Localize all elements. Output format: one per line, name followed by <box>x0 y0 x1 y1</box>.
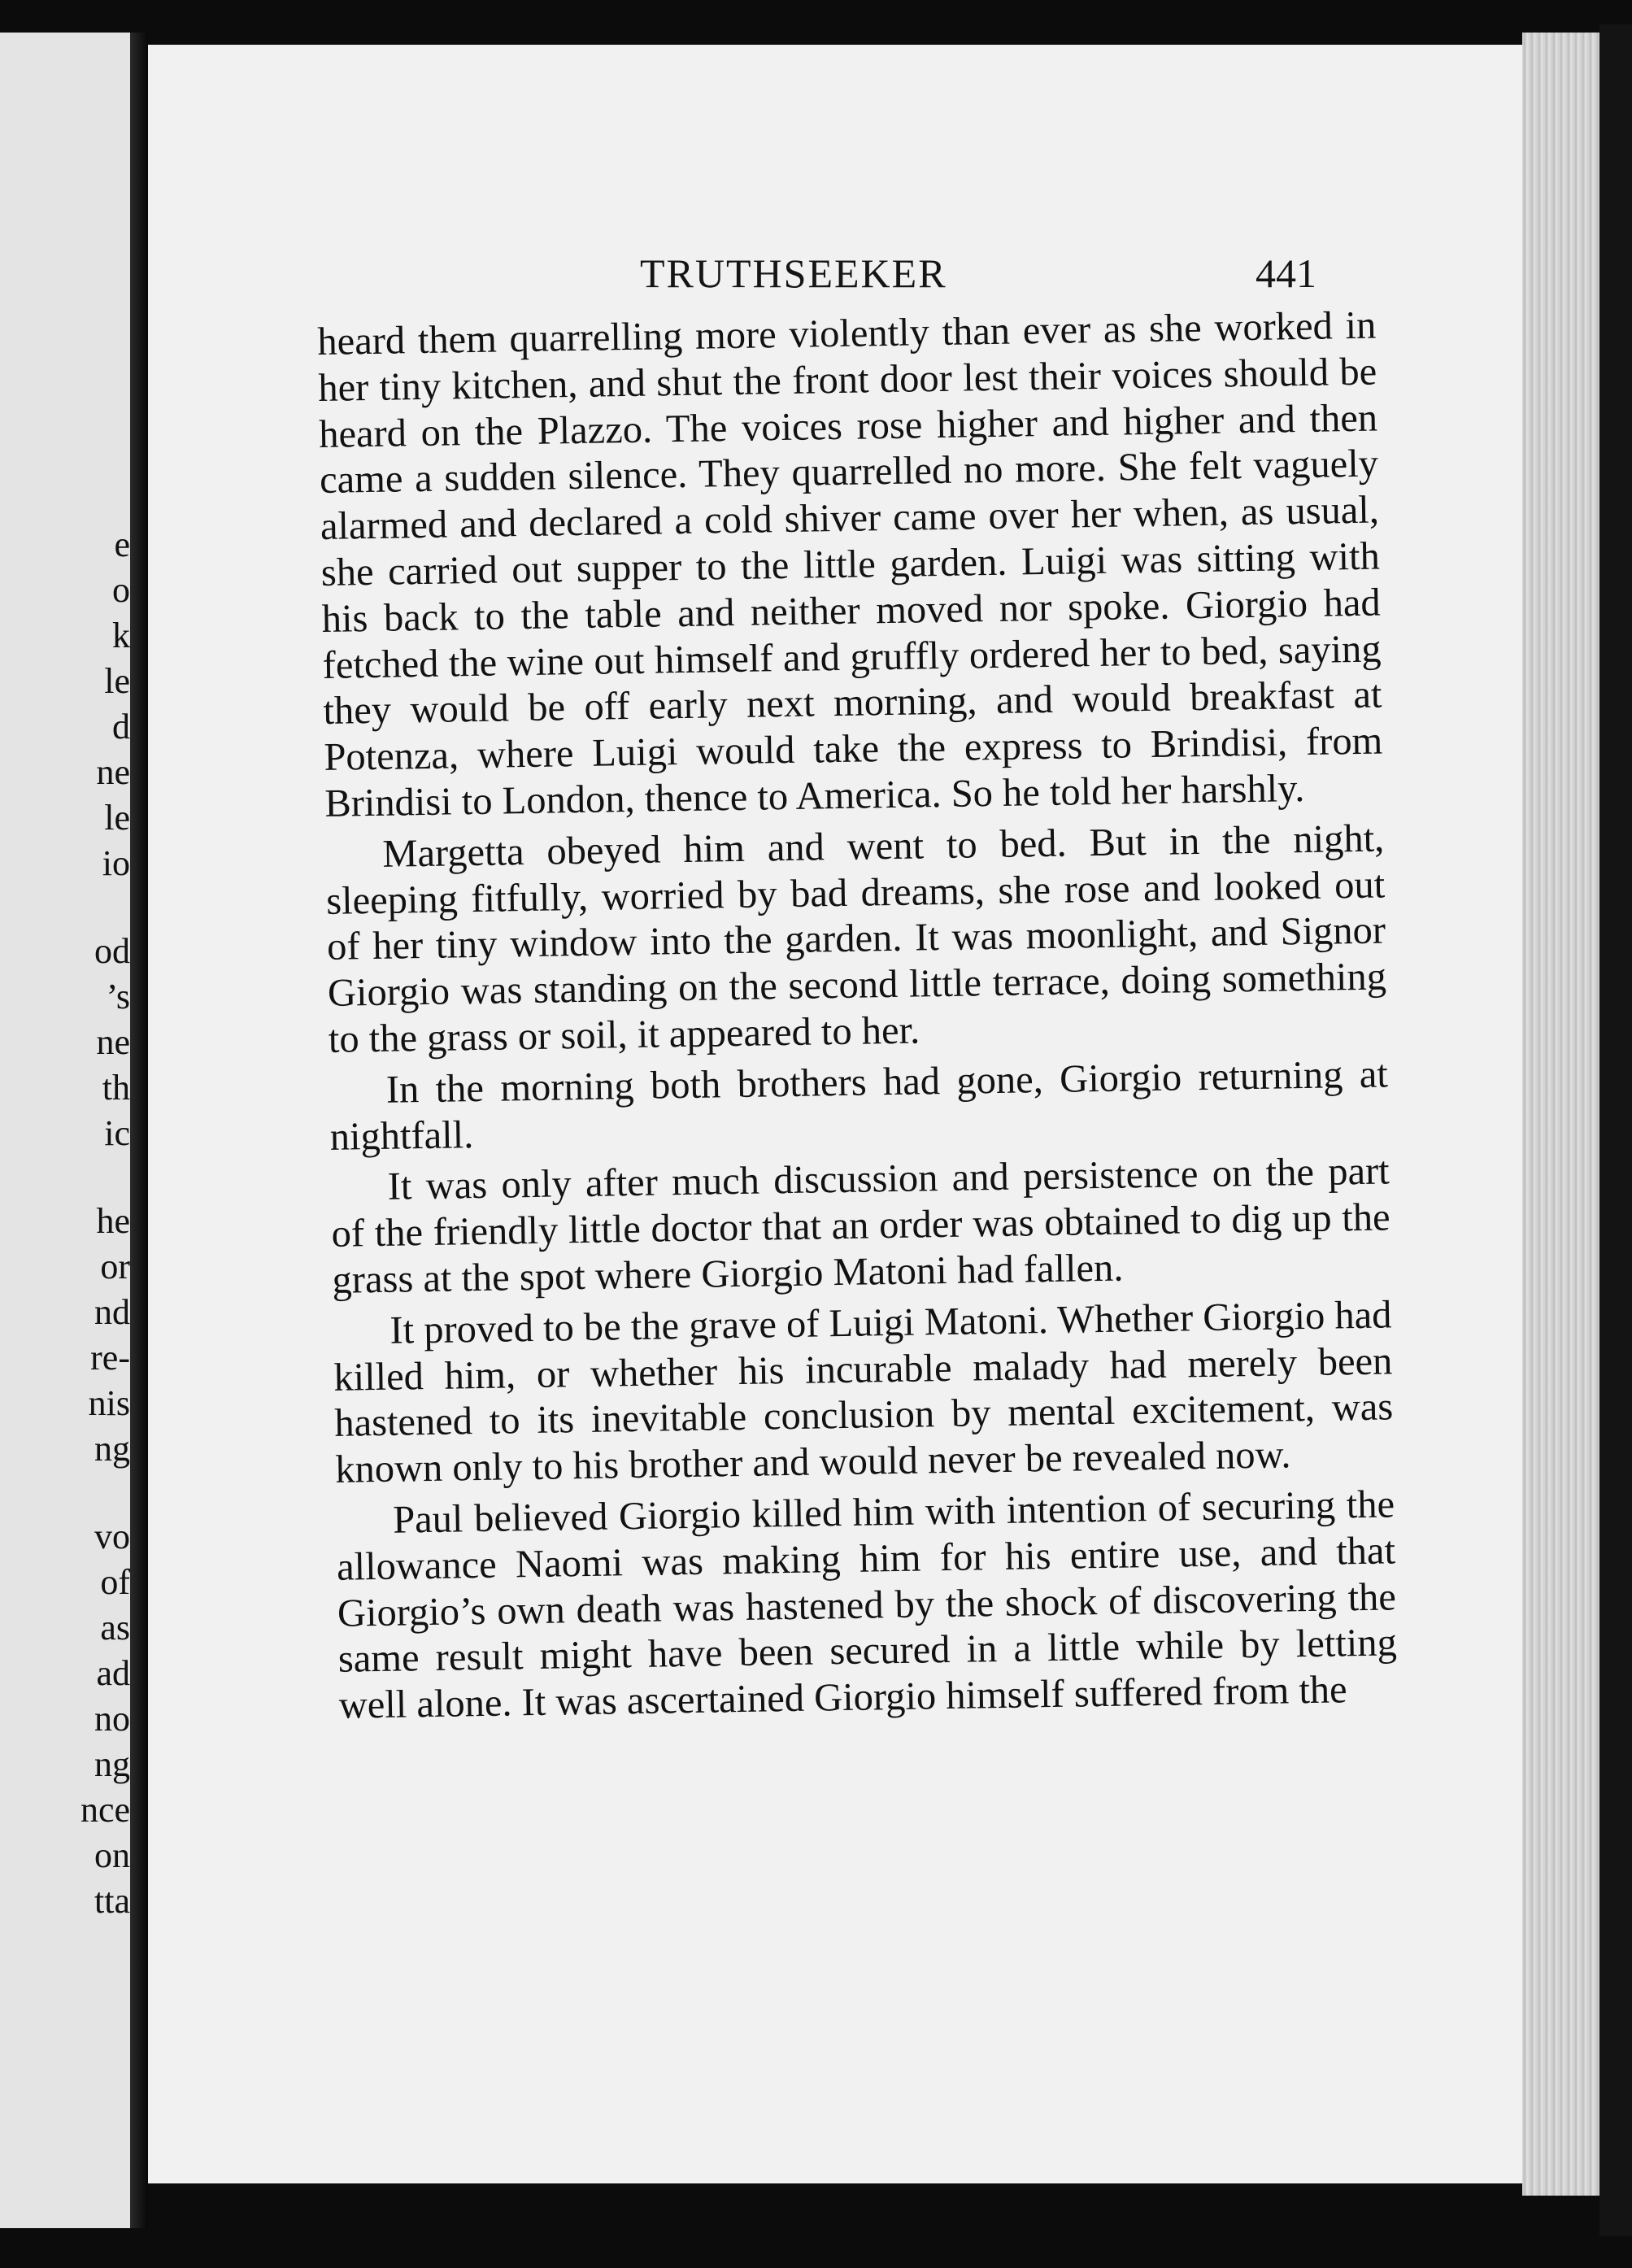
paragraph: heard them quarrelling more violently than ever as she worked in her tiny kitchen, and shut the front door lest their voices should be heard on the Plazzo. The voices rose higher and higher and then came a sudden silence. They quarrelled no more. She felt vaguely alarmed and declared a cold shiver came over her when, as usual, she carried out supper to the little garden. Luigi was sitting with his back to the table and neither moved nor spoke. Giorgio had fetched the wine out himself and gruffly ordered her to bed, saying they would be off early next morning, and would breakfast at Potenza, where Luigi would take the express to Brindisi, from Brindisi to London, thence to America. So he told her harshly. <box>317 303 1383 825</box>
facing-page-fragment: le <box>104 798 130 838</box>
facing-page-fragment: no <box>94 1699 130 1739</box>
body-text <box>317 303 1398 1730</box>
book-page <box>148 45 1522 2183</box>
paragraph: In the morning both brothers had gone, Giorgio returning at nightfall. <box>329 1052 1389 1159</box>
facing-page-fragment: k <box>112 616 130 655</box>
facing-page-fragment: nis <box>88 1383 130 1423</box>
paragraph: Margetta obeyed him and went to bed. But in the night, sleeping fitfully, worried by bad dreams, she rose and looked out of her tiny window into the garden. It was moonlight, and Signor Giorgio was standing on the second little terrace, doing something to the grass or soil, it appeared to her. <box>325 816 1387 1061</box>
paragraph: It was only after much discussion and persistence on the part of the friendly little doctor that an order was obtained to dig up the grass at the spot where Giorgio Matoni had fallen. <box>331 1149 1390 1302</box>
book-gutter <box>130 33 148 2228</box>
facing-page-fragment: ’s <box>106 977 130 1016</box>
facing-page-fragment: io <box>102 843 130 883</box>
facing-page-fragment: o <box>112 570 130 610</box>
facing-page-fragment: tta <box>94 1881 130 1921</box>
facing-page-fragment: ng <box>94 1744 130 1784</box>
facing-page-fragment: th <box>102 1068 130 1108</box>
page-block-edge <box>1522 33 1599 2196</box>
facing-page-fragment: or <box>100 1247 130 1286</box>
facing-page-fragment: d <box>112 707 130 747</box>
facing-page-fragment: ad <box>96 1653 130 1693</box>
facing-page-fragment: re- <box>90 1338 130 1378</box>
facing-page-fragment: on <box>94 1835 130 1875</box>
facing-page-fragment: ic <box>104 1113 130 1153</box>
facing-page-fragment: le <box>104 661 130 701</box>
paragraph: Paul believed Giorgio killed him with intention of securing the allowance Naomi was making him for his entire use, and that Giorgio’s own death was hastened by the shock of discovering the same result might have been secured in a little while by letting well alone. It was ascertained Giorgio himself suffered from the <box>336 1482 1398 1727</box>
facing-page-fragment: e <box>114 525 130 564</box>
page-number: 441 <box>1256 250 1316 296</box>
facing-page-fragment: as <box>100 1608 130 1648</box>
facing-page-fragment: od <box>94 931 130 971</box>
binding-edge <box>1599 24 1632 2236</box>
facing-page-fragment: he <box>96 1201 130 1241</box>
facing-page-fragment: nce <box>80 1790 130 1830</box>
facing-page-fragment: ne <box>96 1022 130 1062</box>
page-header <box>148 250 1522 298</box>
facing-page-fragment: vo <box>94 1517 130 1556</box>
facing-page-strip <box>0 33 130 2228</box>
facing-page-fragment: ne <box>96 752 130 792</box>
facing-page-fragment: ng <box>94 1429 130 1469</box>
paragraph: It proved to be the grave of Luigi Matoni. Whether Giorgio had killed him, or whether his incurable malady had merely been hastened to its inevitable conclusion by mental excitement, was known only to his brother and would never be revealed now. <box>333 1293 1394 1491</box>
facing-page-fragment: of <box>100 1562 130 1602</box>
running-title: TRUTHSEEKER <box>640 250 947 296</box>
facing-page-fragment: nd <box>94 1292 130 1332</box>
